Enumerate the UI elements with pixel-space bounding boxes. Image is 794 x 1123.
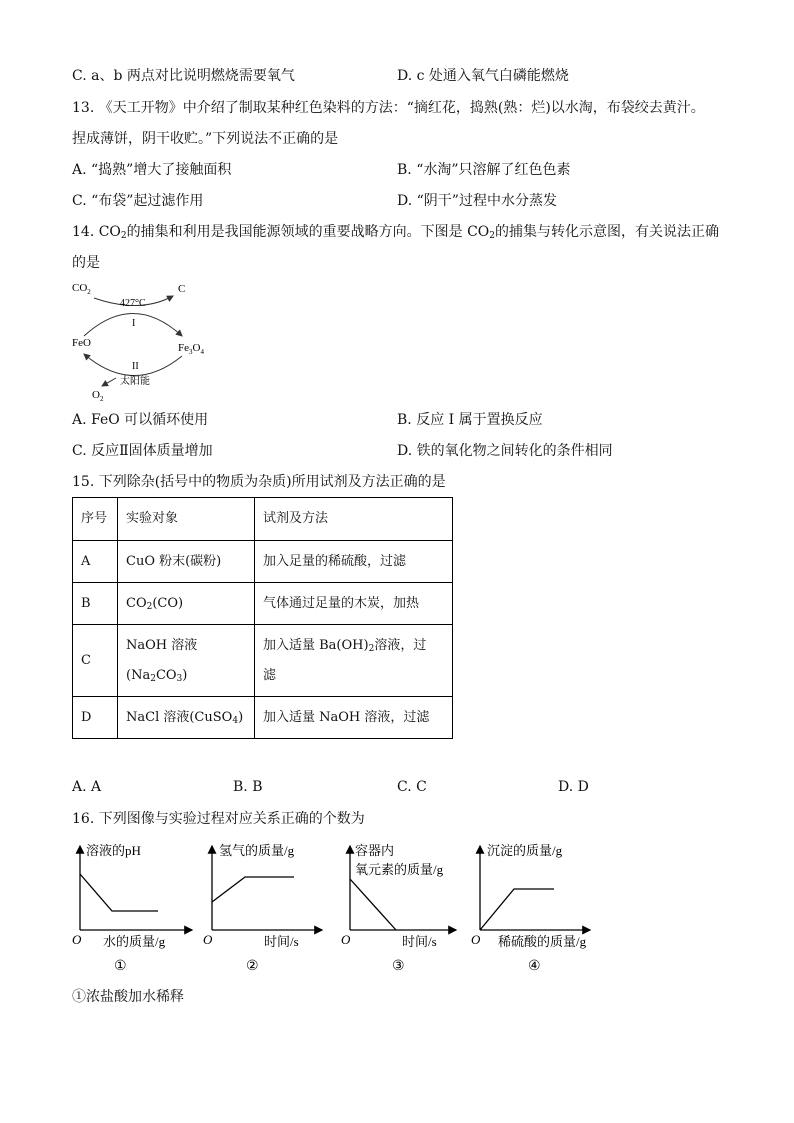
reaction-ii-label: II [132, 361, 139, 372]
header-object: 实验对象 [118, 498, 255, 541]
table-row [73, 583, 453, 625]
origin-label: O [471, 932, 481, 947]
row-method: 加入足量的稀硫酸，过滤 [255, 541, 453, 583]
graph-number: ② [246, 959, 259, 974]
q13-option-c: C. “布袋”起过滤作用 [72, 193, 204, 209]
solar-energy-label: 太阳能 [120, 376, 150, 387]
q15-option-a: A. A [72, 779, 102, 795]
q15-option-c: C. C [397, 779, 427, 795]
q13-option-a: A. “捣熟”增大了接触面积 [72, 162, 232, 178]
q13-option-d: D. “阴干”过程中水分蒸发 [397, 193, 557, 209]
q14-stem-line2: 的是 [72, 255, 100, 271]
hydrogen-curve [212, 877, 294, 902]
y-axis-label-line1: 容器内 [355, 843, 395, 858]
q14-option-c: C. 反应Ⅱ固体质量增加 [72, 443, 213, 459]
ph-curve [80, 874, 158, 911]
row-object: NaOH 溶液 $(Na_2CO_3)$ [118, 625, 255, 697]
q14-option-a: A. FeO 可以循环使用 [72, 412, 209, 428]
q13-stem-line1: 13. 《天工开物》中介绍了制取某种红色染料的方法：“摘红花，捣熟(熟：烂)以水淘，布袋绞去黄汁。 [72, 100, 705, 116]
table-row [73, 697, 453, 739]
fe3o4-label: $Fe_3O_4$ [178, 342, 204, 356]
co2-label: $CO_2$ [72, 282, 91, 296]
graph-2-hydrogen-mass [200, 840, 325, 980]
origin-label: O [203, 932, 213, 947]
row-id: B [73, 583, 118, 625]
x-axis-label: 水的质量/g [103, 934, 166, 949]
q12-option-d: D. c 处通入氧气白磷能燃烧 [397, 68, 569, 84]
row-id: C [73, 625, 118, 697]
graph-4-precipitate-mass [468, 840, 618, 980]
precipitate-curve [480, 889, 554, 930]
q15-option-d: D. D [558, 779, 589, 795]
header-id: 序号 [73, 498, 118, 541]
header-method: 试剂及方法 [255, 498, 453, 541]
q16-stem: 16. 下列图像与实验过程对应关系正确的个数为 [72, 811, 365, 827]
feo-label: FeO [72, 337, 91, 349]
q15-stem: 15. 下列除杂(括号中的物质为杂质)所用试剂及方法正确的是 [72, 474, 446, 490]
q16-note-1: ①浓盐酸加水稀释 [72, 989, 184, 1005]
temperature-label: 427°C [120, 298, 146, 309]
y-axis-label: 沉淀的质量/g [487, 843, 563, 858]
row-object: CuO 粉末(碳粉) [118, 541, 255, 583]
q12-option-c: C. a、b 两点对比说明燃烧需要氧气 [72, 68, 295, 84]
row-object: NaCl 溶液(CuSO$_4$) [118, 697, 255, 739]
origin-label: O [341, 932, 351, 947]
reaction-i-label: I [132, 318, 136, 329]
q13-stem-line2: 捏成薄饼，阴干收贮。”下列说法不正确的是 [72, 131, 339, 147]
origin-label: O [72, 932, 82, 947]
row-id: A [73, 541, 118, 583]
table-row [73, 625, 453, 697]
o2-label: $O_2$ [92, 389, 104, 402]
graph-number: ④ [528, 959, 541, 974]
x-axis-label: 时间/s [264, 934, 299, 949]
table-row [73, 541, 453, 583]
q15-option-b: B. B [233, 779, 263, 795]
row-method: 加入适量 $Ba(OH)_2$溶液，过 滤 [255, 625, 453, 697]
table-header-row [73, 498, 453, 541]
co2-capture-diagram [68, 276, 228, 402]
q13-option-b: B. “水淘”只溶解了红色色素 [397, 162, 571, 178]
graph-1-ph-dilution [70, 840, 195, 980]
carbon-label: C [178, 283, 186, 295]
y-axis-label-line2: 氧元素的质量/g [355, 862, 444, 877]
x-axis-label: 时间/s [402, 934, 437, 949]
graph-3-oxygen-element-mass [338, 840, 468, 980]
q14-stem-line1: 14. $CO_2$的捕集和利用是我国能源领域的重要战略方向。下图是 $CO_2$的捕集与转化示意图，有关说法正确 [72, 224, 720, 241]
row-object: $CO_2(CO)$ [118, 583, 255, 625]
oxygen-curve [350, 879, 396, 930]
graph-number: ③ [392, 959, 405, 974]
purification-table [72, 497, 453, 739]
y-axis-label: 溶液的pH [86, 843, 141, 858]
row-method: 加入适量 NaOH 溶液，过滤 [255, 697, 453, 739]
q14-option-b: B. 反应 I 属于置换反应 [397, 412, 543, 428]
q14-option-d: D. 铁的氧化物之间转化的条件相同 [397, 443, 613, 459]
graph-number: ① [114, 959, 127, 974]
row-id: D [73, 697, 118, 739]
x-axis-label: 稀硫酸的质量/g [498, 934, 587, 949]
y-axis-label: 氢气的质量/g [219, 843, 295, 858]
row-method: 气体通过足量的木炭，加热 [255, 583, 453, 625]
o2-release-arrow [102, 378, 116, 386]
